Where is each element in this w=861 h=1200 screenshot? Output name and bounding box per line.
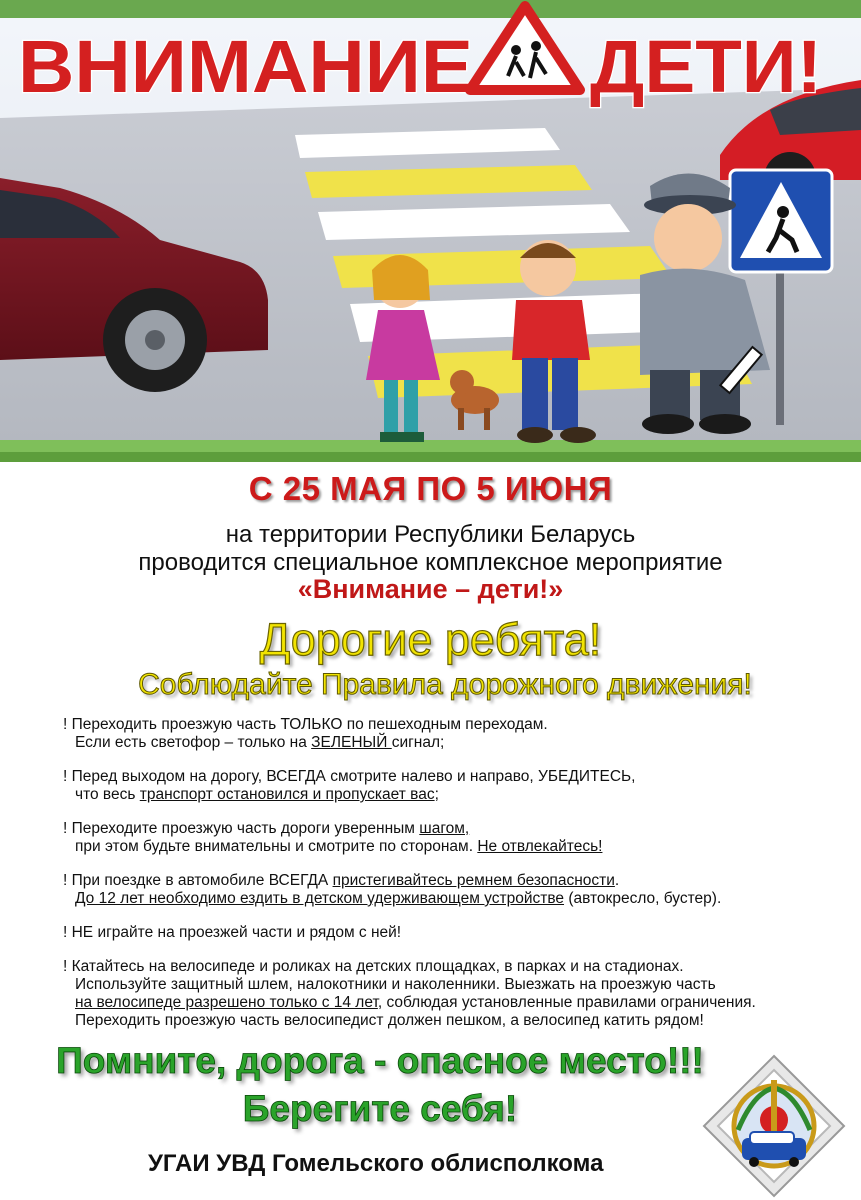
rule-line [63,786,853,804]
rule-emphasis: Не отвлекайтесь! [477,838,603,855]
banner-title-right: ДЕТИ! [590,25,822,108]
rule-item [63,872,853,908]
road-safety-illustration [0,0,861,462]
rules-list [63,716,853,1046]
rule-text: при этом будьте внимательны и смотрите по сторонам. [75,838,478,855]
rule-emphasis: До 12 лет необходимо ездить в детском удерживающем устройстве [75,890,565,907]
rule-line [63,820,853,838]
rule-line [63,768,853,786]
rule-line [63,872,853,890]
rule-item [63,820,853,856]
rule-line [63,1012,853,1030]
rule-text: ! Переходите проезжую часть дороги уверенным [63,820,420,837]
rule-text: , соблюдая установленные правилами ограничения. [377,994,756,1011]
take-care-heading: Берегите себя! [242,1088,518,1129]
rule-text: сигнал; [391,734,445,751]
rule-emphasis: шагом, [419,820,470,837]
greeting-heading: Дорогие ребята! [259,614,602,665]
rule-text: ! Переходить проезжую часть ТОЛЬКО по пешеходным переходам. [63,716,548,733]
rule-item [63,716,853,752]
rule-line [63,716,853,734]
reminder-heading: Помните, дорога - опасное место!!! [56,1040,704,1081]
rule-emphasis: транспорт остановился и пропускает вас [139,786,435,803]
rule-text: что весь [75,786,140,803]
rule-item [63,924,853,942]
rule-line [63,994,853,1012]
rule-text: ! Перед выходом на дорогу, ВСЕГДА смотрите налево и направо, УБЕДИТЕСЬ, [63,768,636,785]
rule-line [63,958,853,976]
rule-item [63,768,853,804]
intro-line-1: на территории Республики Беларусь [225,521,636,548]
rule-text: ; [434,786,439,803]
rule-text: ! НЕ играйте на проезжей части и рядом с ней! [63,924,402,941]
rule-text: Переходить проезжую часть велосипедист должен пешком, а велосипед катить рядом! [75,1012,704,1029]
rule-text: . [614,872,620,889]
rule-line [63,734,853,752]
traffic-police-emblem-icon [694,1052,854,1200]
intro-line-2: проводится специальное комплексное мероприятие [138,549,723,576]
appeal-heading: Соблюдайте Правила дорожного движения! [138,668,752,701]
rule-item [63,958,853,1030]
rule-text: Если есть светофор – только на [75,734,312,751]
rule-emphasis: на велосипеде разрешено только с 14 лет [75,994,378,1011]
campaign-name: «Внимание – дети!» [297,574,564,604]
rule-text: ! Катайтесь на велосипеде и роликах на детских площадках, в парках и на стадионах. [63,958,684,975]
banner-title-left: ВНИМАНИЕ [18,25,474,108]
rule-line [63,924,853,942]
rule-line [63,890,853,908]
campaign-dates-headline: С 25 МАЯ ПО 5 ИЮНЯ [248,470,613,507]
rule-emphasis: пристегивайтесь ремнем безопасности [332,872,615,889]
rule-line [63,838,853,856]
rule-text: ! При поездке в автомобиле ВСЕГДА [63,872,333,889]
rule-text: Используйте защитный шлем, налокотники и наколенники. Выезжать на проезжую часть [75,976,716,993]
rule-emphasis: ЗЕЛЕНЫЙ [311,734,392,751]
footer-organization: УГАИ УВД Гомельского облисполкома [148,1150,604,1177]
rule-line [63,976,853,994]
rule-text: (автокресло, бустер). [564,890,722,907]
